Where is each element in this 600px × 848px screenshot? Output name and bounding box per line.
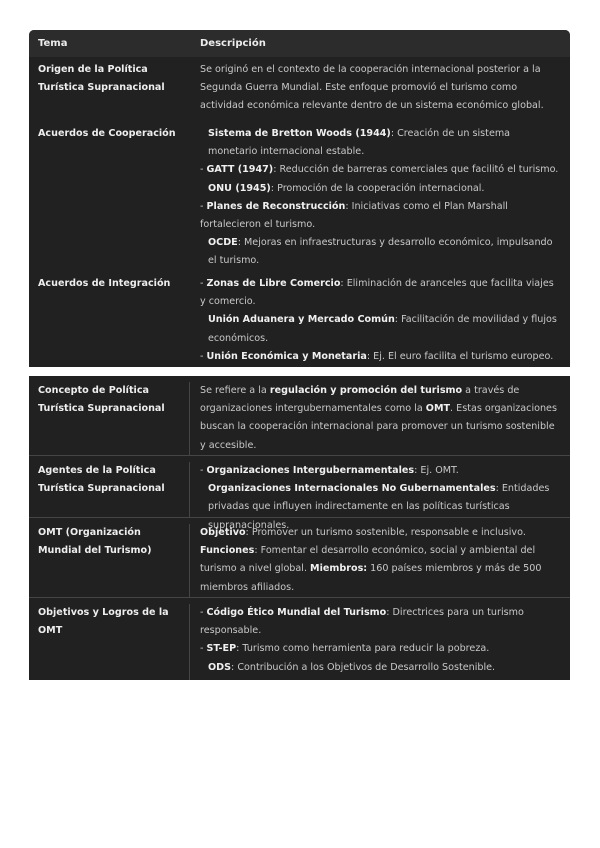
desc-item: ONU (1945): Promoción de la cooperación internacional.: [208, 182, 485, 194]
desc-item: - Código Ético Mundial del Turismo: Directrices para un turismo responsable.: [200, 607, 524, 637]
row-topic: Acuerdos de Cooperación: [38, 128, 176, 139]
row-description: Se refiere a la regulación y promoción del turismo a través de organizaciones intergubernamentales como la OMT. Estas organizaciones buscan la cooperación internacional para promover un turismo sostenible y accesible.: [200, 385, 557, 451]
row-description: Se originó en el contexto de la cooperación internacional posterior a la Segunda Guerra Mundial. Este enfoque promovió el turismo como actividad económica relevante dentro de un sistema económico global.: [200, 64, 544, 112]
row-topic: OMT (Organización Mundial del Turismo): [29, 524, 190, 597]
header-tema: Tema: [38, 38, 68, 49]
row-description: [190, 462, 570, 531]
desc-item: - Zonas de Libre Comercio: Eliminación de aranceles que facilita viajes y comercio.: [200, 278, 554, 308]
table-header: [29, 30, 570, 57]
desc-item: Unión Aduanera y Mercado Común: Facilitación de movilidad y flujos económicos.: [208, 314, 557, 344]
desc-item: - GATT (1947): Reducción de barreras comerciales que facilitó el turismo.: [200, 164, 559, 176]
row-topic: Agentes de la Política Turística Supranacional: [29, 462, 190, 517]
desc-item: - Organizaciones Intergubernamentales: Ej. OMT.: [200, 465, 459, 476]
desc-item: Organizaciones Internacionales No Gubernamentales: Entidades privadas que influyen indirectamente en las políticas turísticas supranacionales.: [208, 483, 550, 531]
table-row: [29, 376, 570, 456]
topics-table-2: [29, 376, 570, 680]
table-row: [29, 518, 570, 598]
desc-item: - ST-EP: Turismo como herramienta para reducir la pobreza.: [200, 643, 490, 655]
row-description: [190, 125, 570, 269]
header-descripcion: Descripción: [200, 38, 266, 49]
row-description: [190, 604, 570, 680]
row-topic: Concepto de Política Turística Supranacional: [29, 382, 190, 455]
desc-item: - Unión Económica y Monetaria: Ej. El euro facilita el turismo europeo.: [200, 350, 554, 362]
table-row: [29, 456, 570, 531]
desc-item: ODS: Contribución a los Objetivos de Desarrollo Sostenible.: [208, 661, 496, 673]
table-row: [29, 598, 570, 680]
row-topic: Objetivos y Logros de la OMT: [29, 604, 190, 680]
row-description: Objetivo: Promover un turismo sostenible, responsable e inclusivo. Funciones: Fomentar el desarrollo económico, social y ambiental del turismo a nivel global. Miembros: 160 países miembros y más de 500 miembros afiliados.: [200, 527, 542, 593]
row-topic: Acuerdos de Integración: [38, 278, 171, 289]
table-row: [29, 119, 570, 269]
table-row: [29, 269, 570, 371]
topics-table-1: [29, 30, 570, 367]
row-description: [190, 275, 570, 371]
table-row: [29, 57, 570, 119]
desc-item: Sistema de Bretton Woods (1944): Creación de un sistema monetario internacional estable.: [208, 128, 511, 158]
row-topic: Origen de la Política Turística Supranacional: [38, 64, 165, 94]
desc-item: OCDE: Mejoras en infraestructuras y desarrollo económico, impulsando el turismo.: [208, 237, 553, 267]
desc-item: - Planes de Reconstrucción: Iniciativas como el Plan Marshall fortalecieron el turismo.: [200, 200, 508, 231]
